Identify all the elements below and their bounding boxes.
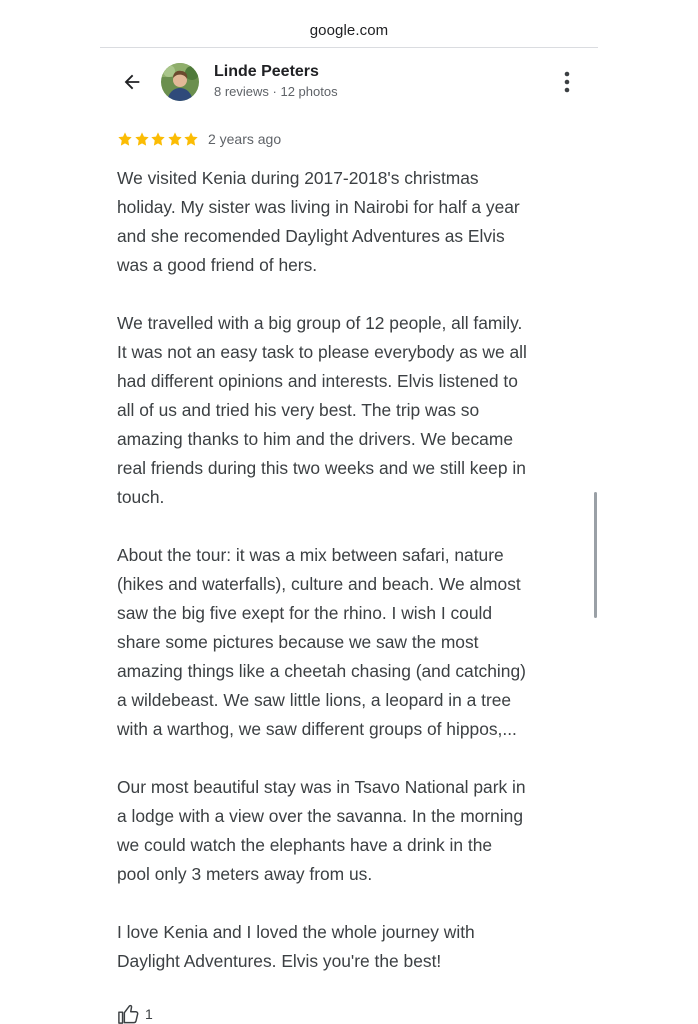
review-paragraph: We travelled with a big group of 12 people, all family. It was not an easy task to please everybody as we all had different opinions and interests. Elvis listened to all of us and tried his very best. The trip was so amazing thanks to him and the drivers. We became real friends during this two weeks and we still keep in touch. [117, 313, 527, 507]
url-text[interactable]: google.com [309, 22, 389, 39]
header-divider [100, 47, 598, 48]
review-text [117, 164, 589, 976]
more-vert-icon [564, 71, 570, 93]
star-icon [117, 131, 133, 147]
review-paragraph: We visited Kenia during 2017-2018's christmas holiday. My sister was living in Nairobi for half a year and she recomended Daylight Adventures as Elvis was a good friend of hers. [117, 168, 520, 275]
review-time: 2 years ago [207, 131, 282, 147]
star-icon [134, 131, 150, 147]
arrow-back-icon [121, 71, 143, 93]
review-paragraph: About the tour: it was a mix between safari, nature (hikes and waterfalls), culture and beach. We almost saw the big five exept for the rhino. I wish I could share some pictures because we saw the most amazing things like a cheetah chasing (and catching) a wildebeast. We saw little lions, a leopard in a tree with a warthog, we saw different groups of hippos,... [117, 545, 526, 739]
rating-row [117, 130, 281, 148]
star-icon [183, 131, 199, 147]
reviewer-meta: 8 reviews · 12 photos [214, 84, 338, 99]
browser-url-bar[interactable] [0, 0, 698, 48]
scrollbar-thumb[interactable] [594, 492, 597, 618]
avatar-photo [161, 63, 199, 101]
back-button[interactable] [116, 66, 148, 98]
star-icon [150, 131, 166, 147]
thumb-up-icon [117, 1004, 139, 1024]
star-icon [167, 131, 183, 147]
avatar[interactable] [161, 63, 199, 101]
reviewer-name[interactable]: Linde Peeters [214, 63, 319, 80]
review-paragraph: I love Kenia and I loved the whole journey with Daylight Adventures. Elvis you're the best! [117, 922, 475, 971]
like-button[interactable] [117, 1004, 153, 1024]
more-options-button[interactable] [554, 66, 580, 98]
star-rating [117, 131, 200, 147]
review-paragraph: Our most beautiful stay was in Tsavo National park in a lodge with a view over the savanna. In the morning we could watch the elephants have a drink in the pool only 3 meters away from us. [117, 777, 526, 884]
like-count: 1 [145, 1006, 153, 1022]
